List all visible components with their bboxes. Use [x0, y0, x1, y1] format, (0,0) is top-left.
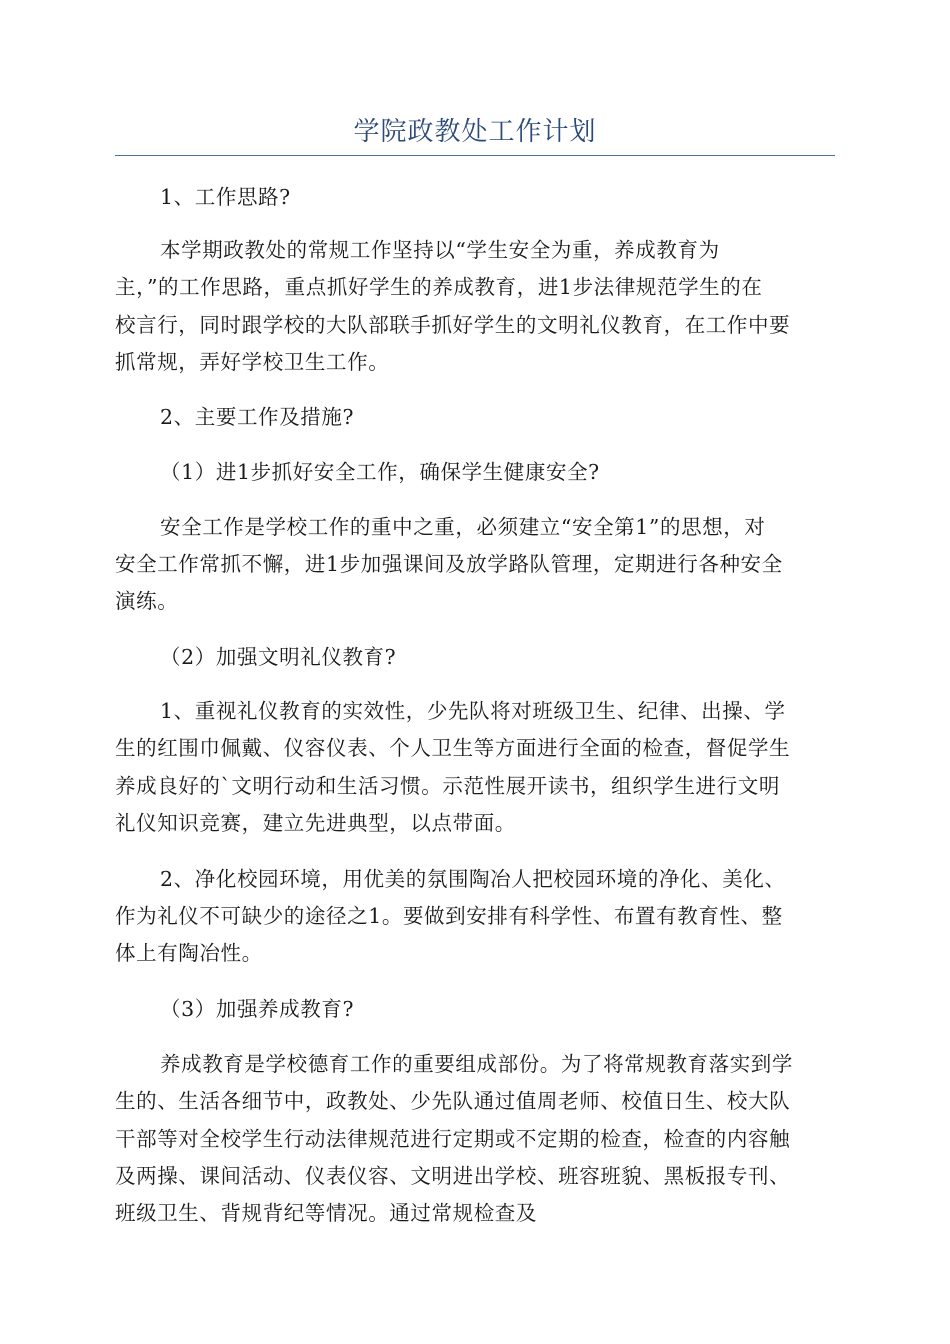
paragraph-line: 干部等对全校学生行动法律规范进行定期或不定期的检查，检查的内容触 — [115, 1127, 791, 1151]
paragraph-line: 演练。 — [115, 589, 179, 613]
document-title: 学院政教处工作计划 — [353, 117, 597, 147]
paragraph-line: 体上有陶冶性。 — [115, 941, 263, 965]
paragraph-line: 1、重视礼仪教育的实效性，少先队将对班级卫生、纪律、出操、学 — [160, 699, 786, 723]
paragraph-line: 安全工作是学校工作的重中之重，必须建立“安全第1”的思想，对 — [160, 515, 766, 539]
subheading-line: （3）加强养成教育? — [160, 997, 355, 1021]
heading-line: 1、工作思路? — [160, 185, 291, 209]
paragraph-line: 生的、生活各细节中，政教处、少先队通过值周老师、校值日生、校大队 — [115, 1089, 791, 1113]
paragraph-line: 生的红围巾佩戴、仪容仪表、个人卫生等方面进行全面的检查，督促学生 — [115, 736, 791, 760]
heading-line: 2、主要工作及措施? — [160, 405, 355, 429]
paragraph-line: 2、净化校园环境，用优美的氛围陶冶人把校园环境的净化、美化、 — [160, 867, 786, 891]
paragraph-line: 作为礼仪不可缺少的途径之1。要做到安排有科学性、布置有教育性、整 — [115, 904, 783, 928]
paragraph-line: 养成教育是学校德育工作的重要组成部份。为了将常规教育落实到学 — [160, 1052, 793, 1076]
paragraph-line: 抓常规，弄好学校卫生工作。 — [115, 350, 390, 374]
title-underline — [115, 155, 835, 156]
paragraph-line: 本学期政教处的常规工作坚持以“学生安全为重，养成教育为 — [160, 238, 720, 262]
paragraph-line: 班级卫生、背规背纪等情况。通过常规检查及 — [115, 1201, 537, 1225]
paragraph-line: 及两操、课间活动、仪表仪容、文明进出学校、班容班貌、黑板报专刊、 — [115, 1164, 791, 1188]
paragraph-line: 校言行，同时跟学校的大队部联手抓好学生的文明礼仪教育，在工作中要 — [115, 313, 791, 337]
paragraph-line: 安全工作常抓不懈，进1步加强课间及放学路队管理，定期进行各种安全 — [115, 552, 783, 576]
paragraph-line: 养成良好的`文明行动和生活习惯。示范性展开读书，组织学生进行文明 — [115, 774, 780, 798]
subheading-line: （1）进1步抓好安全工作，确保学生健康安全? — [160, 460, 600, 484]
paragraph-line: 主，”的工作思路，重点抓好学生的养成教育，进1步法律规范学生的在 — [115, 275, 763, 299]
subheading-line: （2）加强文明礼仪教育? — [160, 645, 397, 669]
paragraph-line: 礼仪知识竞赛，建立先进典型，以点带面。 — [115, 811, 516, 835]
